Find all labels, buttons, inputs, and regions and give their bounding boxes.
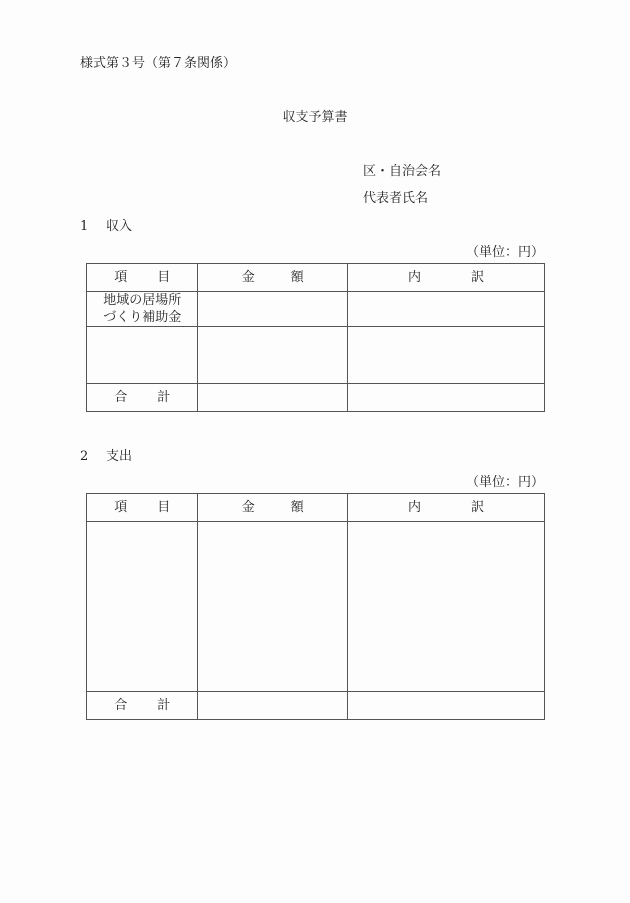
income-item-line2: づくり補助金 (103, 310, 182, 325)
income-breakdown-cell[interactable] (348, 327, 545, 384)
expense-section-number: 2 (80, 449, 89, 464)
column-header-amount: 金 額 (198, 264, 348, 292)
form-number: 様式第３号（第７条関係） (80, 56, 237, 71)
expense-total-row (87, 692, 545, 720)
income-amount-cell[interactable] (198, 292, 348, 327)
column-header-amount: 金 額 (198, 494, 348, 522)
expense-section-heading (80, 445, 132, 464)
page-title: 収支予算書 (282, 110, 348, 125)
expense-section-title: 支出 (106, 449, 133, 464)
representative-name-label: 代表者氏名 (363, 191, 429, 206)
column-header-breakdown: 内 訳 (348, 494, 545, 522)
organization-name-label: 区・自治会名 (363, 164, 442, 179)
income-unit-label: （単位：円） (465, 245, 544, 260)
table-row (87, 522, 545, 692)
table-row (87, 327, 545, 384)
income-total-amount[interactable] (198, 384, 348, 412)
income-amount-cell[interactable] (198, 327, 348, 384)
income-item-cell (87, 292, 198, 327)
table-row (87, 292, 545, 327)
expense-total-label: 合 計 (87, 692, 198, 720)
expense-unit-label: （単位：円） (465, 475, 544, 490)
income-total-breakdown[interactable] (348, 384, 545, 412)
income-item-line1: 地域の居場所 (103, 293, 182, 308)
income-table (86, 263, 545, 412)
expense-amount-cell[interactable] (198, 522, 348, 692)
expense-table (86, 493, 545, 720)
column-header-item: 項 目 (87, 494, 198, 522)
expense-total-breakdown[interactable] (348, 692, 545, 720)
expense-total-amount[interactable] (198, 692, 348, 720)
expense-header-row (87, 494, 545, 522)
income-header-row (87, 264, 545, 292)
income-breakdown-cell[interactable] (348, 292, 545, 327)
income-section-title: 収入 (106, 219, 133, 234)
expense-breakdown-cell[interactable] (348, 522, 545, 692)
income-total-label: 合 計 (87, 384, 198, 412)
income-item-cell[interactable] (87, 327, 198, 384)
expense-item-cell[interactable] (87, 522, 198, 692)
income-section-number: 1 (80, 219, 89, 234)
column-header-breakdown: 内 訳 (348, 264, 545, 292)
column-header-item: 項 目 (87, 264, 198, 292)
income-total-row (87, 384, 545, 412)
income-section-heading (80, 215, 132, 234)
